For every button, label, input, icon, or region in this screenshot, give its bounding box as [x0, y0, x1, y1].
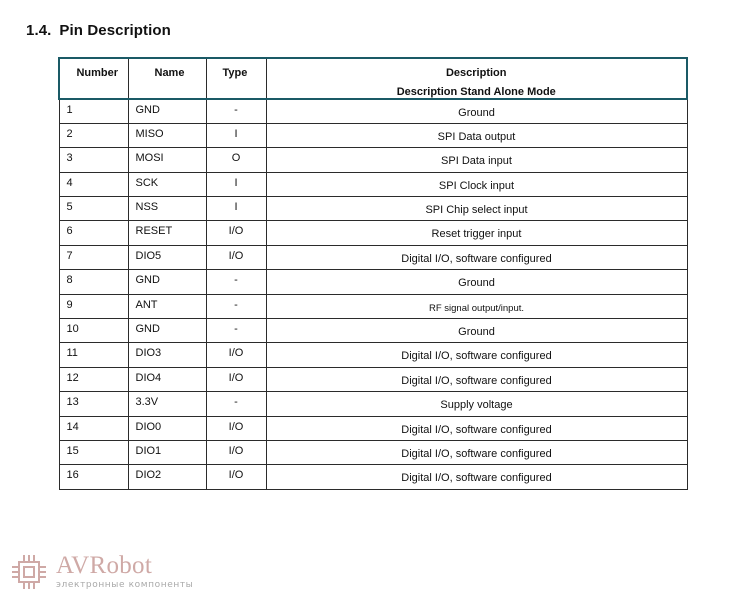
pin-description-cell: Ground	[266, 99, 687, 123]
pin-name-cell: DIO5	[128, 245, 206, 269]
pin-number-cell: 3	[59, 148, 128, 172]
table-row	[59, 245, 687, 269]
pin-type-cell: I/O	[206, 343, 266, 367]
column-header-type: Type	[206, 58, 266, 99]
pin-number-cell: 13	[59, 392, 128, 416]
pin-number-cell: 11	[59, 343, 128, 367]
pin-type-cell: I/O	[206, 221, 266, 245]
pin-name-cell: GND	[128, 319, 206, 343]
pin-type-cell: I/O	[206, 416, 266, 440]
table-row	[59, 172, 687, 196]
pin-description-cell: Digital I/O, software configured	[266, 440, 687, 464]
table-row	[59, 148, 687, 172]
pin-type-cell: I/O	[206, 440, 266, 464]
pin-number-cell: 2	[59, 123, 128, 147]
pin-type-cell: I	[206, 123, 266, 147]
pin-description-cell: Ground	[266, 319, 687, 343]
pin-type-cell: -	[206, 294, 266, 318]
pin-number-cell: 4	[59, 172, 128, 196]
pin-number-cell: 7	[59, 245, 128, 269]
column-header-number: Number	[59, 58, 128, 99]
pin-description-cell: SPI Data input	[266, 148, 687, 172]
table-row	[59, 99, 687, 123]
pin-number-cell: 15	[59, 440, 128, 464]
table-row	[59, 465, 687, 489]
pin-name-cell: DIO2	[128, 465, 206, 489]
table-header-row	[59, 58, 687, 99]
section-title-text: Pin Description	[59, 22, 171, 39]
table-header	[59, 58, 687, 99]
pin-name-cell: GND	[128, 270, 206, 294]
watermark-text	[56, 554, 193, 590]
pin-number-cell: 5	[59, 197, 128, 221]
section-title	[26, 22, 171, 39]
pin-description-cell: Supply voltage	[266, 392, 687, 416]
table-row	[59, 197, 687, 221]
table-row	[59, 294, 687, 318]
pin-name-cell: SCK	[128, 172, 206, 196]
pin-name-cell: RESET	[128, 221, 206, 245]
pin-type-cell: I	[206, 172, 266, 196]
pin-type-cell: O	[206, 148, 266, 172]
pin-description-cell: SPI Chip select input	[266, 197, 687, 221]
pin-description-cell: Digital I/O, software configured	[266, 343, 687, 367]
pin-name-cell: DIO0	[128, 416, 206, 440]
table-body	[59, 99, 687, 489]
pin-description-cell: Reset trigger input	[266, 221, 687, 245]
pin-number-cell: 6	[59, 221, 128, 245]
pin-name-cell: GND	[128, 99, 206, 123]
column-header-name: Name	[128, 58, 206, 99]
pin-type-cell: -	[206, 270, 266, 294]
pin-description-cell: SPI Data output	[266, 123, 687, 147]
table-row	[59, 392, 687, 416]
pin-number-cell: 10	[59, 319, 128, 343]
pin-name-cell: NSS	[128, 197, 206, 221]
pin-description-cell: Digital I/O, software configured	[266, 245, 687, 269]
table-row	[59, 270, 687, 294]
watermark-tagline: электронные компоненты	[56, 580, 194, 590]
pin-type-cell: -	[206, 99, 266, 123]
table-row	[59, 440, 687, 464]
pin-type-cell: -	[206, 392, 266, 416]
table-row	[59, 367, 687, 391]
pin-number-cell: 1	[59, 99, 128, 123]
pin-type-cell: I/O	[206, 367, 266, 391]
table-row	[59, 221, 687, 245]
pin-description-cell: Digital I/O, software configured	[266, 465, 687, 489]
pin-name-cell: ANT	[128, 294, 206, 318]
pin-number-cell: 8	[59, 270, 128, 294]
pin-name-cell: DIO3	[128, 343, 206, 367]
pin-description-cell: Digital I/O, software configured	[266, 367, 687, 391]
watermark-logo	[10, 553, 193, 591]
pin-name-cell: MISO	[128, 123, 206, 147]
pin-description-cell: RF signal output/input.	[266, 294, 687, 318]
pin-name-cell: DIO1	[128, 440, 206, 464]
table-row	[59, 123, 687, 147]
pin-type-cell: I/O	[206, 465, 266, 489]
watermark-name: AVRobot	[56, 552, 153, 579]
pin-description-cell: SPI Clock input	[266, 172, 687, 196]
pin-number-cell: 14	[59, 416, 128, 440]
pin-number-cell: 16	[59, 465, 128, 489]
column-header-description	[266, 58, 687, 99]
pin-number-cell: 9	[59, 294, 128, 318]
pin-name-cell: DIO4	[128, 367, 206, 391]
pin-number-cell: 12	[59, 367, 128, 391]
pin-description-cell: Ground	[266, 270, 687, 294]
column-header-description-label: Description	[445, 67, 507, 79]
column-header-description-sub: Description Stand Alone Mode	[396, 86, 556, 98]
pin-name-cell: 3.3V	[128, 392, 206, 416]
pin-name-cell: MOSI	[128, 148, 206, 172]
table-row	[59, 343, 687, 367]
table-row	[59, 319, 687, 343]
pin-description-cell: Digital I/O, software configured	[266, 416, 687, 440]
section-number: 1.4.	[26, 22, 52, 39]
pin-description-table	[58, 57, 688, 490]
table-row	[59, 416, 687, 440]
pin-type-cell: I	[206, 197, 266, 221]
pin-type-cell: -	[206, 319, 266, 343]
pin-type-cell: I/O	[206, 245, 266, 269]
chip-icon	[10, 553, 48, 591]
